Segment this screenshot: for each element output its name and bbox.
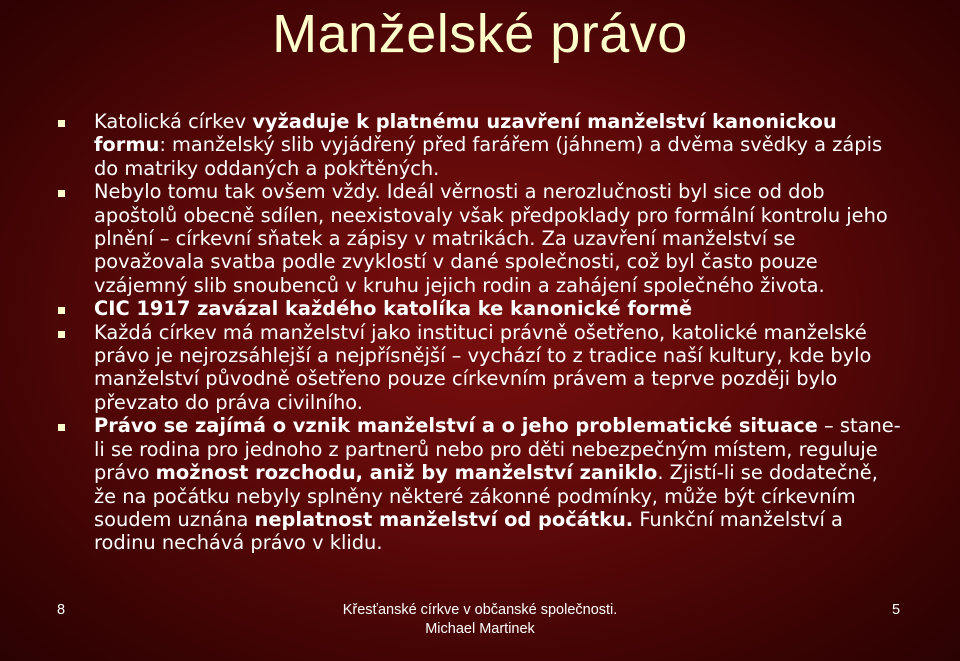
text-run: Každá církev má manželství jako instituci právně ošetřeno, katolické manželské právo je nejrozsáhlejší a nejpřísnější – vychází to z tradice naší kultury, kde bylo manželství původně ošetřeno pouze církevním právem a teprve později bylo převzato do práva civilního.: [94, 320, 872, 414]
bullet-item: [56, 297, 906, 320]
bullet-text: [94, 297, 692, 320]
footer-date: 8: [57, 602, 66, 618]
text-run: : manželský slib vyjádřený před farářem (jáhnem) a dvěma svědky a zápis do matriky oddaných a pokřtěných.: [94, 133, 883, 180]
bullet-text: [94, 321, 871, 414]
text-run: Funkční manželství a rodinu nechává právo v klidu.: [94, 507, 843, 555]
text-run-bold: neplatnost manželství od počátku.: [254, 507, 634, 531]
bullet-square-icon: [58, 424, 65, 431]
slide-number: 5: [892, 602, 901, 618]
footer-caption: [280, 601, 680, 639]
bullet-text: [94, 414, 901, 554]
footer-caption-line1: Křesťanské církve v občanské společnosti.: [342, 602, 618, 618]
bullet-square-icon: [58, 307, 65, 314]
bullet-square-icon: [58, 120, 65, 127]
text-run: Katolická církev: [94, 110, 253, 133]
text-run-bold: Právo se zajímá o vznik manželství a o jeho problematické situace: [94, 414, 818, 438]
bullet-text: [94, 180, 888, 297]
bullet-item: [56, 321, 906, 415]
bullet-square-icon: [58, 331, 65, 338]
text-run: . Zjistí-li se dodatečně, že na počátku nebyly splněny některé zákonné podmínky, může být církevním soudem uznána: [94, 461, 878, 531]
text-run: Nebylo tomu tak ovšem vždy. Ideál věrnosti a nerozlučnosti byl sice od dob apoštolů obecně sdílen, neexistovaly však předpoklady pro formální kontrolu jeho plnění – církevní sňatek a zápisy v matrikách. Za uzavření manželství se považovala svatba podle zvyklostí v dané společnosti, což byl často pouze vzájemný slib snoubenců v kruhu jejich rodin a zahájení společného života.: [94, 180, 888, 297]
bullet-item: [56, 110, 906, 180]
bullet-text: [94, 110, 882, 180]
slide-title: Manželské právo: [272, 4, 688, 64]
bullet-item: [56, 414, 906, 554]
slide-content: [56, 110, 906, 555]
bullet-item: [56, 180, 906, 297]
text-run-bold: vyžaduje k platnému uzavření manželství kanonickou formu: [94, 110, 837, 157]
text-run-bold: CIC 1917 zavázal každého katolíka ke kanonické formě: [94, 297, 693, 321]
text-run: – stane-li se rodina pro jednoho z partnerů nebo pro děti nebezpečným místem, reguluje právo: [94, 414, 901, 485]
bullet-square-icon: [58, 190, 65, 197]
text-run-bold: možnost rozchodu, aniž by manželství zaniklo: [155, 461, 658, 485]
footer-caption-line2: Michael Martinek: [425, 621, 535, 637]
